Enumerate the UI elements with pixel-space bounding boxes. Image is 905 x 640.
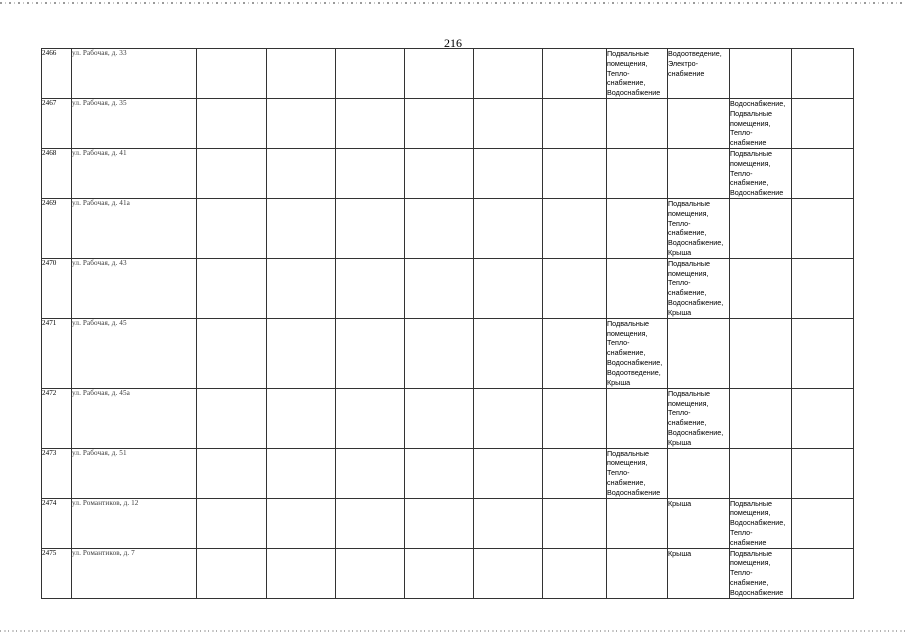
- work-type-cell: [607, 99, 668, 149]
- empty-cell: [197, 498, 267, 548]
- work-type-cell: [607, 49, 668, 99]
- empty-cell: [405, 198, 474, 258]
- empty-cell: [336, 548, 405, 598]
- empty-cell: [267, 318, 336, 388]
- work-type-line: помещения,: [730, 158, 771, 168]
- scan-noise-bottom: [0, 630, 905, 632]
- work-type-line: помещения,: [668, 268, 709, 278]
- work-type-line: снабжение: [668, 68, 705, 78]
- work-type-cell: [730, 548, 792, 598]
- work-type-cell: [668, 548, 730, 598]
- work-type-line: Подвальные: [607, 49, 650, 58]
- empty-cell: [197, 388, 267, 448]
- row-number: 2475: [42, 548, 72, 598]
- empty-cell: [197, 548, 267, 598]
- table-row: [42, 149, 854, 199]
- empty-cell: [336, 149, 405, 199]
- row-number: 2467: [42, 99, 72, 149]
- work-type-cell: [668, 49, 730, 99]
- work-type-line: Крыша: [668, 437, 692, 447]
- work-type-line: Тепло-: [607, 468, 630, 478]
- empty-cell: [792, 198, 854, 258]
- empty-cell: [792, 548, 854, 598]
- empty-cell: [336, 448, 405, 498]
- empty-cell: [792, 388, 854, 448]
- work-type-cell: [668, 388, 730, 448]
- work-type-line: снабжение,: [607, 78, 646, 88]
- empty-cell: [267, 99, 336, 149]
- work-type-cell: [668, 448, 730, 498]
- empty-cell: [474, 548, 543, 598]
- table-row: [42, 258, 854, 318]
- work-type-line: Водоснабжение,: [607, 357, 663, 367]
- empty-cell: [543, 258, 607, 318]
- work-type-line: Водоснабжение,: [730, 518, 786, 528]
- address-cell: ул. Рабочая, д. 35: [72, 99, 197, 149]
- work-type-line: помещения,: [607, 58, 648, 68]
- work-type-cell: [730, 198, 792, 258]
- work-type-line: Подвальные: [730, 548, 773, 558]
- work-type-cell: [730, 318, 792, 388]
- work-type-cell: [730, 448, 792, 498]
- address-cell: ул. Рабочая, д. 41а: [72, 198, 197, 258]
- table-row: [42, 198, 854, 258]
- work-type-line: помещения,: [730, 508, 771, 518]
- empty-cell: [543, 99, 607, 149]
- empty-cell: [792, 258, 854, 318]
- work-type-line: Тепло-: [730, 568, 753, 578]
- empty-cell: [267, 448, 336, 498]
- empty-cell: [474, 388, 543, 448]
- empty-cell: [197, 49, 267, 99]
- work-type-line: снабжение,: [668, 418, 707, 428]
- work-type-line: помещения,: [730, 558, 771, 568]
- work-type-cell: [607, 149, 668, 199]
- empty-cell: [267, 49, 336, 99]
- work-type-line: снабжение,: [730, 577, 769, 587]
- work-type-line: Крыша: [668, 548, 692, 558]
- table-row: [42, 49, 854, 99]
- empty-cell: [197, 318, 267, 388]
- row-number: 2474: [42, 498, 72, 548]
- work-type-line: помещения,: [607, 458, 648, 468]
- table-row: [42, 548, 854, 598]
- repair-schedule-table: [41, 48, 854, 599]
- row-number: 2466: [42, 49, 72, 99]
- work-type-line: Тепло-: [668, 278, 691, 288]
- address-cell: ул. Романтиков, д. 12: [72, 498, 197, 548]
- work-type-line: Тепло-: [730, 128, 753, 138]
- empty-cell: [543, 448, 607, 498]
- work-type-line: Тепло-: [730, 168, 753, 178]
- empty-cell: [543, 198, 607, 258]
- empty-cell: [405, 99, 474, 149]
- empty-cell: [792, 318, 854, 388]
- table-row: [42, 318, 854, 388]
- row-number: 2473: [42, 448, 72, 498]
- work-type-line: помещения,: [730, 118, 771, 128]
- address-cell: ул. Рабочая, д. 41: [72, 149, 197, 199]
- empty-cell: [405, 258, 474, 318]
- work-type-cell: [730, 498, 792, 548]
- empty-cell: [336, 498, 405, 548]
- empty-cell: [405, 388, 474, 448]
- work-type-cell: [607, 498, 668, 548]
- work-type-line: помещения,: [668, 398, 709, 408]
- work-type-line: Водоотведение,: [607, 367, 661, 377]
- address-cell: ул. Рабочая, д. 43: [72, 258, 197, 318]
- work-type-line: Тепло-: [668, 408, 691, 418]
- work-type-line: Подвальные: [730, 498, 773, 508]
- empty-cell: [474, 198, 543, 258]
- work-type-line: снабжение,: [668, 228, 707, 238]
- work-type-line: Электро-: [668, 58, 699, 68]
- table-row: [42, 388, 854, 448]
- empty-cell: [405, 448, 474, 498]
- empty-cell: [474, 448, 543, 498]
- work-type-line: снабжение,: [668, 288, 707, 298]
- empty-cell: [405, 149, 474, 199]
- work-type-cell: [730, 258, 792, 318]
- work-type-line: снабжение: [730, 537, 767, 547]
- empty-cell: [792, 49, 854, 99]
- empty-cell: [792, 99, 854, 149]
- work-type-line: Подвальные: [668, 198, 711, 208]
- empty-cell: [474, 49, 543, 99]
- work-type-line: Подвальные: [730, 149, 773, 158]
- work-type-line: Тепло-: [730, 527, 753, 537]
- work-type-cell: [607, 258, 668, 318]
- work-type-cell: [607, 548, 668, 598]
- empty-cell: [336, 99, 405, 149]
- work-type-cell: [607, 388, 668, 448]
- empty-cell: [197, 258, 267, 318]
- row-number: 2472: [42, 388, 72, 448]
- work-type-line: снабжение,: [607, 348, 646, 358]
- empty-cell: [792, 149, 854, 199]
- work-type-line: Водоснабжение,: [668, 427, 724, 437]
- empty-cell: [543, 548, 607, 598]
- work-type-line: Крыша: [607, 377, 631, 387]
- empty-cell: [474, 99, 543, 149]
- empty-cell: [474, 318, 543, 388]
- work-type-cell: [730, 149, 792, 199]
- empty-cell: [405, 49, 474, 99]
- empty-cell: [543, 388, 607, 448]
- work-type-line: Крыша: [668, 247, 692, 257]
- work-type-line: Подвальные: [730, 108, 773, 118]
- empty-cell: [267, 388, 336, 448]
- work-type-line: помещения,: [607, 328, 648, 338]
- address-cell: ул. Романтиков, д. 7: [72, 548, 197, 598]
- empty-cell: [405, 548, 474, 598]
- address-cell: ул. Рабочая, д. 33: [72, 49, 197, 99]
- work-type-line: Подвальные: [607, 448, 650, 458]
- empty-cell: [792, 448, 854, 498]
- address-cell: ул. Рабочая, д. 45: [72, 318, 197, 388]
- work-type-cell: [607, 198, 668, 258]
- empty-cell: [267, 258, 336, 318]
- work-type-line: Подвальные: [607, 318, 650, 328]
- work-type-line: Тепло-: [607, 338, 630, 348]
- work-type-cell: [668, 318, 730, 388]
- work-type-line: Крыша: [668, 307, 692, 317]
- empty-cell: [543, 49, 607, 99]
- work-type-line: Водоснабжение,: [668, 297, 724, 307]
- empty-cell: [267, 149, 336, 199]
- empty-cell: [405, 498, 474, 548]
- empty-cell: [197, 448, 267, 498]
- empty-cell: [267, 198, 336, 258]
- empty-cell: [197, 99, 267, 149]
- scan-noise-top: [0, 2, 905, 4]
- work-type-line: Водоотведение,: [668, 49, 722, 58]
- empty-cell: [543, 498, 607, 548]
- empty-cell: [336, 388, 405, 448]
- empty-cell: [197, 149, 267, 199]
- work-type-cell: [607, 318, 668, 388]
- empty-cell: [543, 318, 607, 388]
- empty-cell: [336, 258, 405, 318]
- work-type-line: Подвальные: [668, 258, 711, 268]
- work-type-cell: [668, 99, 730, 149]
- work-type-line: Водоснабжение: [607, 88, 661, 98]
- work-type-cell: [730, 99, 792, 149]
- empty-cell: [543, 149, 607, 199]
- work-type-line: Подвальные: [668, 388, 711, 398]
- work-type-cell: [730, 388, 792, 448]
- work-type-cell: [668, 198, 730, 258]
- work-type-line: Тепло-: [607, 68, 630, 78]
- work-type-line: Крыша: [668, 498, 692, 508]
- empty-cell: [336, 198, 405, 258]
- table-row: [42, 498, 854, 548]
- empty-cell: [474, 149, 543, 199]
- page-number: 216: [444, 36, 462, 50]
- empty-cell: [474, 258, 543, 318]
- work-type-line: Водоснабжение: [730, 587, 784, 597]
- address-cell: ул. Рабочая, д. 45а: [72, 388, 197, 448]
- empty-cell: [197, 198, 267, 258]
- work-type-cell: [668, 498, 730, 548]
- work-type-cell: [668, 149, 730, 199]
- empty-cell: [474, 498, 543, 548]
- empty-cell: [405, 318, 474, 388]
- work-type-cell: [607, 448, 668, 498]
- empty-cell: [336, 318, 405, 388]
- work-type-line: Водоснабжение,: [668, 238, 724, 248]
- empty-cell: [267, 548, 336, 598]
- work-type-line: Тепло-: [668, 218, 691, 228]
- work-type-line: Водоснабжение,: [730, 99, 786, 108]
- empty-cell: [336, 49, 405, 99]
- work-type-line: снабжение,: [607, 477, 646, 487]
- row-number: 2468: [42, 149, 72, 199]
- work-type-line: снабжение,: [730, 178, 769, 188]
- work-type-line: снабжение: [730, 138, 767, 148]
- row-number: 2469: [42, 198, 72, 258]
- row-number: 2471: [42, 318, 72, 388]
- work-type-cell: [730, 49, 792, 99]
- empty-cell: [267, 498, 336, 548]
- table-row: [42, 99, 854, 149]
- work-type-line: помещения,: [668, 208, 709, 218]
- row-number: 2470: [42, 258, 72, 318]
- table-row: [42, 448, 854, 498]
- work-type-line: Водоснабжение: [730, 188, 784, 198]
- work-type-cell: [668, 258, 730, 318]
- address-cell: ул. Рабочая, д. 51: [72, 448, 197, 498]
- empty-cell: [792, 498, 854, 548]
- work-type-line: Водоснабжение: [607, 487, 661, 497]
